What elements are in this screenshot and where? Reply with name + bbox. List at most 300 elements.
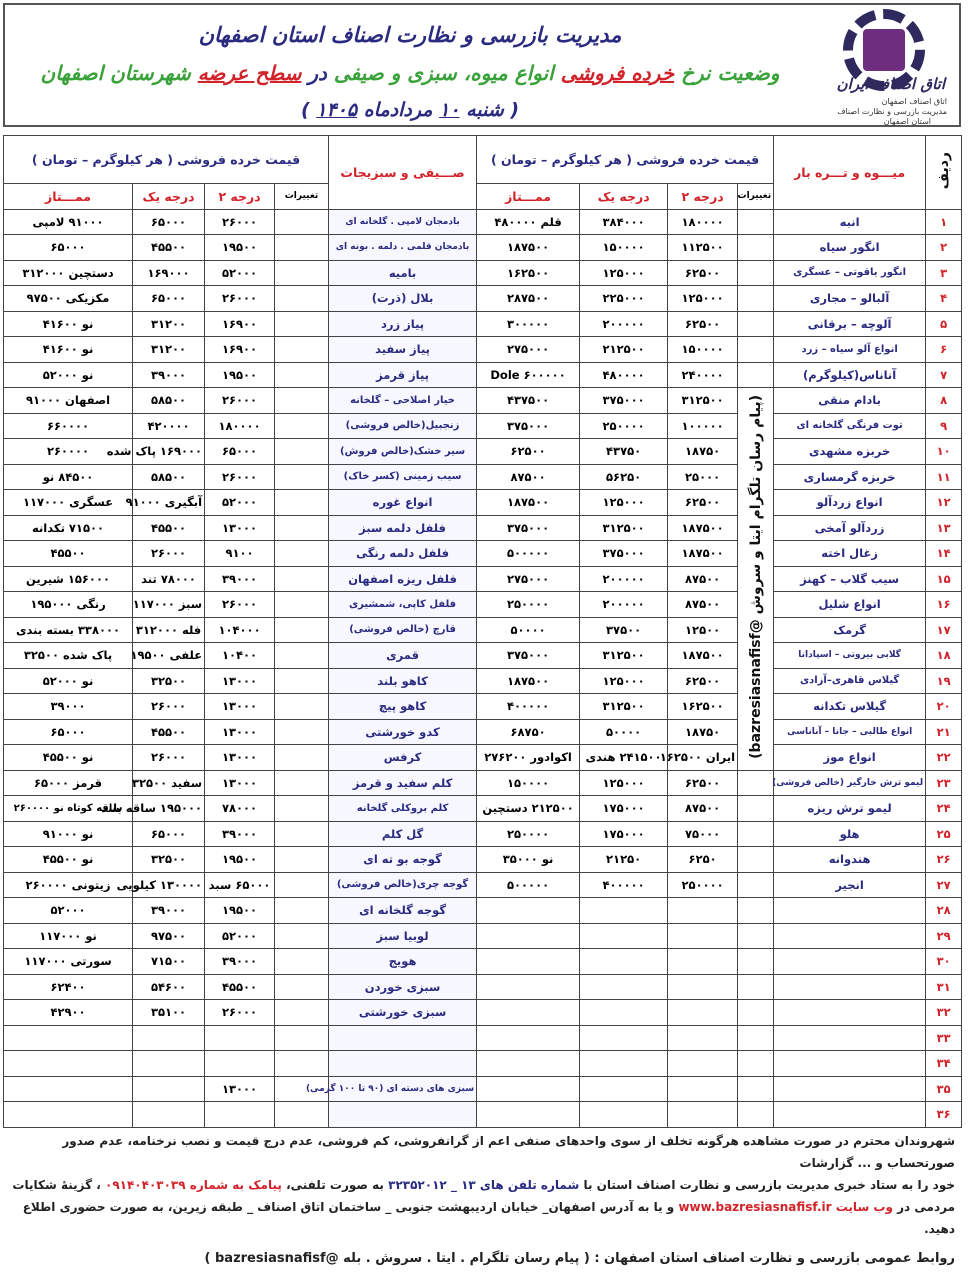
veg-name: زنجبیل(خالص فروشی) [329,413,477,439]
table-row [4,413,962,439]
table-row [4,1102,962,1128]
fruit-grade2: ۲۵۰۰۰ [668,464,738,490]
veg-changes [275,592,329,618]
fruit-grade1 [580,949,668,975]
fruit-grade2: ایران ۱۶۲۵۰۰ [668,745,738,771]
veg-name: قمری [329,643,477,669]
veg-grade1: ۳۱۲۰۰ [133,337,205,363]
table-row [4,796,962,822]
footer-line4: روابط عمومی بازرسی و نظارت اصناف استان اصفهان : ( پیام رسان تلگرام . ایتا . سروش . بله @bazresiasnafisf ) [204,1251,955,1266]
veg-changes [275,668,329,694]
fruit-premium [477,1076,580,1102]
veg-premium [4,1076,133,1102]
veg-changes [275,643,329,669]
veg-grade2: ۱۳۰۰۰ [205,1076,275,1102]
fruit-changes [738,209,774,235]
veg-grade2: ۱۸۰۰۰۰ [205,413,275,439]
fruit-changes [738,1000,774,1026]
fruit-grade1 [580,898,668,924]
veg-grade2: ۱۳۰۰۰ [205,770,275,796]
fruit-grade2: ۶۲۵۰۰ [668,311,738,337]
fruit-grade1 [580,1102,668,1128]
fruit-name [774,898,926,924]
fruit-premium [477,1025,580,1051]
veg-premium: ساقه کوتاه نو ۲۶۰۰۰۰ [4,796,133,822]
fruit-name [774,974,926,1000]
veg-premium: ۶۵۰۰۰ [4,235,133,261]
veg-grade2: ۲۶۰۰۰ [205,209,275,235]
veg-grade1: ۵۸۵۰۰ [133,388,205,414]
fruit-premium: ۸۷۵۰۰ [477,464,580,490]
logo [811,9,951,125]
row-number: ۲۳ [926,770,962,796]
row-number: ۳۴ [926,1051,962,1077]
table-row [4,209,962,235]
veg-name: پیاز زرد [329,311,477,337]
fruit-name: خربزه مشهدی [774,439,926,465]
fruit-name: سیب گلاب – کهنز [774,566,926,592]
veg-changes [275,1000,329,1026]
row-number: ۲۴ [926,796,962,822]
side-note: (پیام رسان تلگرام ایتا و سروش @bazresiasnafisf) [738,388,774,771]
row-number: ۲ [926,235,962,261]
veg-premium: قرمز ۶۵۰۰۰ [4,770,133,796]
fruit-grade2 [668,1102,738,1128]
veg-changes [275,464,329,490]
veg-grade2: ۱۰۴۰۰ [205,643,275,669]
fruit-grade2: ۱۵۰۰۰۰ [668,337,738,363]
veg-premium: رنگی ۱۹۵۰۰۰ [4,592,133,618]
veg-changes [275,337,329,363]
veg-grade1: ۳۱۲۰۰ [133,311,205,337]
veg-name: بادمجان قلمی . دلمه . بونه ای [329,235,477,261]
fruit-grade2 [668,898,738,924]
veg-grade2: ۲۶۰۰۰ [205,286,275,312]
fruit-premium: ۶۰۰۰۰۰ Dole [477,362,580,388]
veg-grade1: ۷۱۵۰۰ [133,949,205,975]
veg-grade2: ۱۶۹۰۰ [205,311,275,337]
fruit-grade1: ۳۷۵۰۰۰ [580,541,668,567]
table-row [4,490,962,516]
veg-premium: ۹۱۰۰۰ لامپی [4,209,133,235]
veg-premium: نو ۹۱۰۰۰ [4,821,133,847]
fruit-premium [477,898,580,924]
veg-name: انواع غوره [329,490,477,516]
fruit-name [774,923,926,949]
row-number: ۲۵ [926,821,962,847]
header-fruit-grade2: درجه ۲ [668,184,738,210]
veg-name: گل کلم [329,821,477,847]
fruit-premium: قلم ۴۸۰۰۰۰ [477,209,580,235]
fruit-grade2: ۳۱۲۵۰۰ [668,388,738,414]
veg-grade1: ۷۸۰۰۰ تند [133,566,205,592]
fruit-premium: ۵۰۰۰۰ [477,617,580,643]
fruit-name: انجیر [774,872,926,898]
fruit-name: آناناس(کیلوگرم) [774,362,926,388]
fruit-grade1: ۳۸۴۰۰۰ [580,209,668,235]
fruit-grade1: ۱۷۵۰۰۰ [580,821,668,847]
veg-premium: دستچین ۳۱۲۰۰۰ [4,260,133,286]
fruit-grade2: ۱۲۵۰۰۰ [668,286,738,312]
header-fruit-premium: ممـــتاز [477,184,580,210]
table-row [4,235,962,261]
fruit-premium: ۲۵۰۰۰۰ [477,592,580,618]
veg-premium: ۶۶۰۰۰۰ [4,413,133,439]
veg-grade2: ۲۶۰۰۰ [205,464,275,490]
fruit-name: هلو [774,821,926,847]
veg-name: فلفل کاپی، شمشیری [329,592,477,618]
fruit-name [774,1051,926,1077]
fruit-grade2: ۸۷۵۰۰ [668,566,738,592]
veg-changes [275,923,329,949]
fruit-changes [738,1025,774,1051]
fruit-changes [738,847,774,873]
veg-grade2: ۵۲۰۰۰ [205,923,275,949]
veg-name: گوجه بو ته ای [329,847,477,873]
fruit-grade1: ۱۲۵۰۰۰ [580,260,668,286]
fruit-grade1: ۲۰۰۰۰۰ [580,566,668,592]
fruit-changes [738,923,774,949]
veg-grade2: ۱۹۵۰۰ [205,898,275,924]
fruit-premium: ۳۰۰۰۰۰ [477,311,580,337]
price-table [3,135,962,1128]
veg-premium: ۶۲۴۰۰ [4,974,133,1000]
page-date: ( شنبه ۱۰ مردادماه ۱۴۰۵ ) [300,99,520,121]
fruit-name: زردآلو آمخی [774,515,926,541]
fruit-name: آلبالو – مجاری [774,286,926,312]
fruit-grade1: ۲۰۰۰۰۰ [580,592,668,618]
veg-premium: ۵۲۰۰۰ [4,898,133,924]
fruit-grade1 [580,974,668,1000]
fruit-name: انواع موز [774,745,926,771]
row-number: ۲۰ [926,694,962,720]
header-fruit-changes: تغییرات [738,184,774,210]
fruit-changes [738,770,774,796]
fruit-premium: ۲۷۵۰۰۰ [477,337,580,363]
veg-grade1: ۹۷۵۰۰ [133,923,205,949]
fruit-premium: ۲۱۲۵۰۰ دستچین [477,796,580,822]
fruit-changes [738,1051,774,1077]
veg-name: فلفل دلمه سبز [329,515,477,541]
veg-name: گوجه گلخانه ای [329,898,477,924]
header-veg-premium: ممـــتاز [4,184,133,210]
veg-changes [275,413,329,439]
fruit-grade2 [668,923,738,949]
row-number: ۳۲ [926,1000,962,1026]
logo-line1: اتاق اصناف اصفهان [881,97,947,106]
veg-grade1: ۵۸۵۰۰ [133,464,205,490]
veg-grade2: ۵۲۰۰۰ [205,490,275,516]
fruit-grade1 [580,1076,668,1102]
veg-changes [275,439,329,465]
fruit-premium [477,923,580,949]
veg-premium: ۴۲۹۰۰ [4,1000,133,1026]
veg-grade1 [133,1051,205,1077]
row-number: ۳۰ [926,949,962,975]
fruit-grade1 [580,1000,668,1026]
table-row [4,898,962,924]
veg-name: پیاز سفید [329,337,477,363]
table-row [4,847,962,873]
fruit-premium: ۱۸۷۵۰۰ [477,668,580,694]
row-number: ۱ [926,209,962,235]
veg-premium: نو ۴۵۵۰۰ [4,847,133,873]
veg-premium: ۴۵۵۰۰ [4,541,133,567]
veg-grade1: ۴۵۵۰۰ [133,515,205,541]
veg-grade2: ۵۲۰۰۰ [205,260,275,286]
veg-name: خیار اصلاحی – گلخانه [329,388,477,414]
row-number: ۳۱ [926,974,962,1000]
fruit-grade1: ۵۶۲۵۰ [580,464,668,490]
fruit-changes [738,796,774,822]
veg-changes [275,388,329,414]
fruit-name: انبه [774,209,926,235]
veg-grade1: ۱۶۹۰۰۰ پاک شده [133,439,205,465]
fruit-name: انواع شلیل [774,592,926,618]
fruit-premium: نو ۳۵۰۰۰ [477,847,580,873]
fruit-grade1: ۲۱۲۵۰۰ [580,337,668,363]
fruit-premium [477,1000,580,1026]
veg-changes [275,719,329,745]
table-row [4,1000,962,1026]
veg-premium: ۶۵۰۰۰ [4,719,133,745]
fruit-name [774,1000,926,1026]
fruit-grade2 [668,949,738,975]
veg-changes [275,847,329,873]
veg-changes [275,209,329,235]
header-veg-changes: تغییرات [275,184,329,210]
fruit-name: گیلاس تکدانه [774,694,926,720]
veg-grade1: ۱۹۵۰۰۰ ساقه بلند [133,796,205,822]
veg-grade1: ۲۶۰۰۰ [133,694,205,720]
fruit-grade1: ۱۲۵۰۰۰ [580,490,668,516]
veg-changes [275,286,329,312]
fruit-changes [738,311,774,337]
fruit-changes [738,821,774,847]
page-title: مدیریت بازرسی و نظارت اصناف استان اصفهان [198,23,622,47]
row-number: ۹ [926,413,962,439]
fruit-name: زغال اخته [774,541,926,567]
fruit-premium: ۴۰۰۰۰۰ [477,694,580,720]
fruit-premium: ۱۸۷۵۰۰ [477,490,580,516]
table-row [4,719,962,745]
veg-premium: زیتونی ۲۶۰۰۰۰ [4,872,133,898]
table-row [4,337,962,363]
fruit-grade2: ۶۲۵۰۰ [668,770,738,796]
veg-grade1 [133,1102,205,1128]
website-link[interactable]: وب سایت www.bazresiasnafisf.ir [678,1200,893,1214]
footer-line1: شهروندان محترم در صورت مشاهده هرگونه تخلف از سوی واحدهای صنفی اعم از گرانفروشی، کم فروشی، عدم درج قیمت و نصب نرخنامه، عدم صدور صورتحساب و ... گزارشات [62,1134,955,1170]
fruit-grade1: ۴۸۰۰۰۰ [580,362,668,388]
veg-premium [4,1025,133,1051]
veg-name: هویج [329,949,477,975]
veg-grade1: ۵۴۶۰۰ [133,974,205,1000]
page-header [3,3,961,127]
row-number: ۱۶ [926,592,962,618]
veg-grade1 [133,1076,205,1102]
fruit-grade2: ۱۸۷۵۰۰ [668,541,738,567]
veg-changes [275,235,329,261]
veg-grade1: ۲۶۰۰۰ [133,541,205,567]
fruit-premium: ۲۵۰۰۰۰ [477,821,580,847]
veg-name: سبزی خوردن [329,974,477,1000]
veg-grade2: ۱۹۵۰۰ [205,235,275,261]
veg-premium: ۱۵۶۰۰۰ شیرین [4,566,133,592]
veg-name [329,1051,477,1077]
veg-premium [4,1102,133,1128]
row-number: ۴ [926,286,962,312]
veg-premium: ۳۹۰۰۰ [4,694,133,720]
veg-changes [275,1051,329,1077]
veg-grade2: ۱۳۰۰۰ [205,694,275,720]
fruit-grade2 [668,1076,738,1102]
veg-name: بامیه [329,260,477,286]
logo-line3: استان اصفهان [883,117,931,126]
veg-changes [275,260,329,286]
veg-premium: نو ۱۱۷۰۰۰ [4,923,133,949]
veg-grade1: ۶۵۰۰۰ [133,821,205,847]
table-row [4,770,962,796]
veg-changes [275,949,329,975]
veg-grade2: ۳۹۰۰۰ [205,821,275,847]
veg-changes [275,796,329,822]
fruit-name: بادام منقی [774,388,926,414]
fruit-premium: ۳۷۵۰۰۰ [477,413,580,439]
fruit-grade1: ۳۱۲۵۰۰ [580,694,668,720]
veg-grade1: ۶۵۰۰۰ [133,209,205,235]
fruit-name [774,1025,926,1051]
veg-changes [275,745,329,771]
fruit-name: انگور سیاه [774,235,926,261]
table-row [4,1076,962,1102]
veg-grade1: آبگیری ۹۱۰۰۰ [133,490,205,516]
veg-grade2: ۱۳۰۰۰ [205,719,275,745]
table-row [4,362,962,388]
fruit-grade2: ۶۲۵۰۰ [668,260,738,286]
veg-grade1: ۴۲۰۰۰۰ [133,413,205,439]
veg-grade2: ۴۵۵۰۰ [205,974,275,1000]
table-row [4,464,962,490]
row-number: ۱۸ [926,643,962,669]
veg-grade2: ۱۳۰۰۰ [205,668,275,694]
veg-grade1: ۳۹۰۰۰ [133,362,205,388]
fruit-grade2: ۶۲۵۰۰ [668,490,738,516]
fruit-grade1: ۲۴۱۵۰۰ هندی [580,745,668,771]
header-veg-grade1: درجه یک [133,184,205,210]
table-row [4,949,962,975]
row-number: ۱۷ [926,617,962,643]
fruit-premium: ۱۶۲۵۰۰ [477,260,580,286]
veg-name: سیب زمینی (کسر خاک) [329,464,477,490]
fruit-premium: ۱۸۷۵۰۰ [477,235,580,261]
row-number: ۶ [926,337,962,363]
table-row [4,260,962,286]
row-number: ۷ [926,362,962,388]
row-number: ۱۳ [926,515,962,541]
fruit-premium: ۱۵۰۰۰۰ [477,770,580,796]
fruit-name: گلابی بیروتی – اسپادانا [774,643,926,669]
fruit-premium [477,1051,580,1077]
fruit-name: انواع زردآلو [774,490,926,516]
header-fruit: میـــوه و تـــره بار [774,136,926,210]
fruit-grade2: ۷۵۰۰۰ [668,821,738,847]
fruit-premium [477,949,580,975]
veg-grade1: ۶۵۰۰۰ [133,286,205,312]
footer [3,1130,961,1270]
veg-name: بادمجان لامپی . گلخانه ای [329,209,477,235]
veg-grade2: ۳۹۰۰۰ [205,566,275,592]
veg-name [329,1025,477,1051]
fruit-grade2: ۲۴۰۰۰۰ [668,362,738,388]
veg-changes [275,490,329,516]
veg-grade1: ۱۶۹۰۰۰ [133,260,205,286]
fruit-grade2: ۱۸۰۰۰۰ [668,209,738,235]
veg-name: کدو خورشتی [329,719,477,745]
fruit-name: آلوچه – برقانی [774,311,926,337]
veg-premium: نو ۴۵۵۰۰ [4,745,133,771]
header-fruit-grade1: درجه یک [580,184,668,210]
veg-premium: ۲۶۰۰۰۰ [4,439,133,465]
table-row [4,821,962,847]
table-row [4,974,962,1000]
veg-grade1: سفید ۳۲۵۰۰ [133,770,205,796]
veg-premium: نو ۴۱۶۰۰ [4,311,133,337]
veg-grade1: علفی ۱۹۵۰۰ [133,643,205,669]
fruit-grade1: ۱۵۰۰۰۰ [580,235,668,261]
veg-grade2: ۱۶۹۰۰ [205,337,275,363]
fruit-grade2: ۶۲۵۰۰ [668,668,738,694]
fruit-name: هندوانه [774,847,926,873]
veg-premium: عسگری ۱۱۷۰۰۰ [4,490,133,516]
veg-grade1: ۴۵۵۰۰ [133,235,205,261]
fruit-grade2: ۱۸۷۵۰۰ [668,643,738,669]
table-row [4,439,962,465]
row-number: ۲۹ [926,923,962,949]
veg-grade2: ۱۳۰۰۰ [205,515,275,541]
table-row [4,668,962,694]
veg-premium: ۸۴۵۰۰ نو [4,464,133,490]
fruit-name: انواع طالبی – جانا – آناناسی [774,719,926,745]
row-number: ۳ [926,260,962,286]
row-number: ۲۱ [926,719,962,745]
fruit-premium: ۳۷۵۰۰۰ [477,643,580,669]
header-veg-price: قیمت خرده فروشی ( هر کیلوگرم – تومان ) [4,136,329,184]
row-number: ۲۷ [926,872,962,898]
table-row [4,311,962,337]
fruit-grade2: ۱۶۲۵۰۰ [668,694,738,720]
veg-changes [275,694,329,720]
veg-changes [275,566,329,592]
row-number: ۱۵ [926,566,962,592]
fruit-grade1 [580,1051,668,1077]
veg-changes [275,311,329,337]
veg-premium: اصفهان ۹۱۰۰۰ [4,388,133,414]
fruit-grade1: ۱۷۵۰۰۰ [580,796,668,822]
veg-grade1: ۱۳۰۰۰۰ کیلویی [133,872,205,898]
fruit-grade1: ۳۷۵۰۰۰ [580,388,668,414]
veg-premium [4,1051,133,1077]
fruit-grade1 [580,923,668,949]
table-row [4,745,962,771]
row-number: ۲۸ [926,898,962,924]
header-fruit-price: قیمت خرده فروشی ( هر کیلوگرم – تومان ) [477,136,774,184]
table-row [4,923,962,949]
table-row [4,566,962,592]
veg-grade2: ۲۶۰۰۰ [205,388,275,414]
fruit-grade1: ۲۵۰۰۰۰ [580,413,668,439]
row-number: ۱۰ [926,439,962,465]
veg-grade2: ۱۳۰۰۰ [205,745,275,771]
